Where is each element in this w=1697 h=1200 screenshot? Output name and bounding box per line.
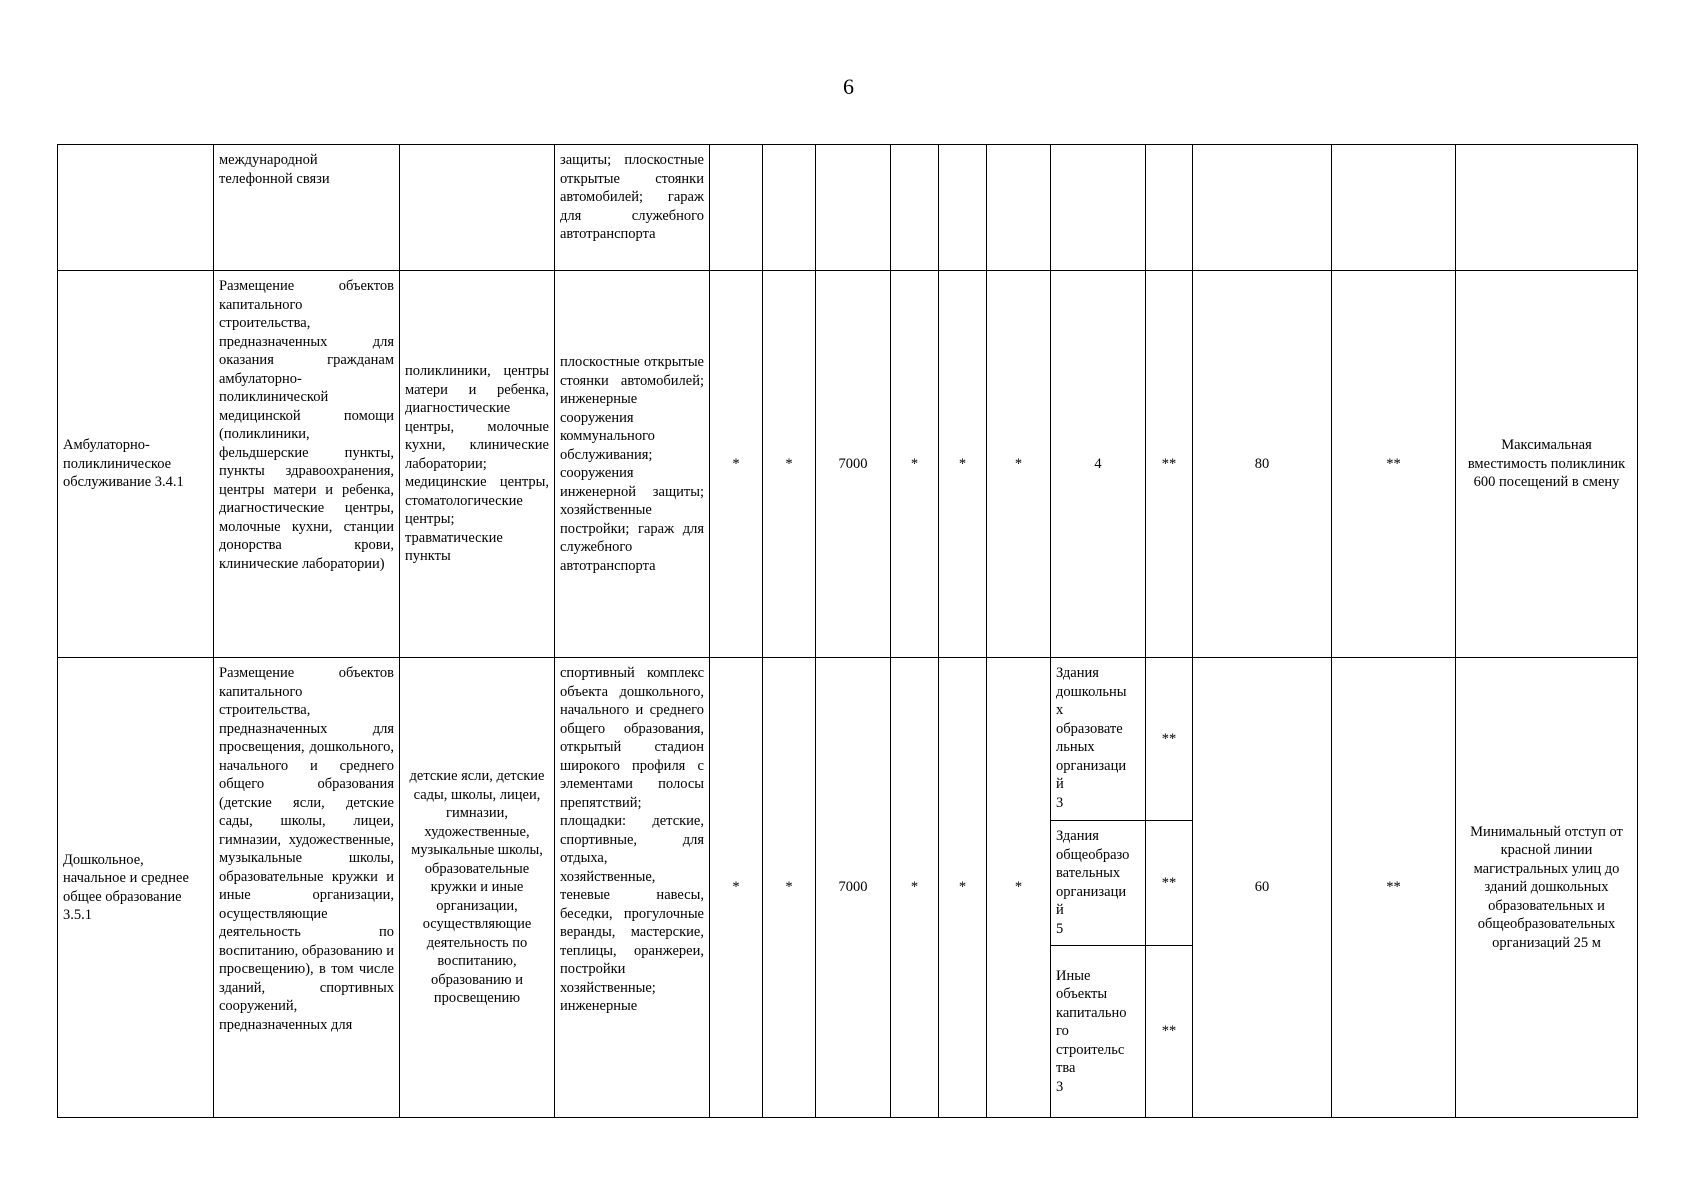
param-cell: 7000 [816,658,891,1118]
regulations-table [57,144,1638,1118]
floors-label-preschool: Здания дошкольны х образовате льных организаци й 3 [1051,658,1146,821]
param-cell [1332,145,1456,271]
param-cell: * [891,658,939,1118]
param-cell: ** [1332,658,1456,1118]
floors-value: ** [1146,821,1193,946]
note-cell: Максимальная вместимость поликлиник 600 посещений в смену [1456,271,1638,658]
param-cell: * [763,658,816,1118]
param-cell: * [987,271,1051,658]
land-use-description: Размещение объектов капитального строительства, предназначенных для оказания гражданам амбулаторно-поликлинической медицинской помощи (поликлиники, фельдшерские пункты, пункты здравоохранения, центры матери и ребенка, диагностические центры, молочные кухни, станции донорства крови, клинические лаборатории) [214,271,400,658]
floors-value: ** [1146,658,1193,821]
note-cell [1456,145,1638,271]
param-cell: * [987,658,1051,1118]
land-use-description: международной телефонной связи [214,145,400,271]
param-cell [710,145,763,271]
floors-label-other: Иные объекты капитально го строительс тва 3 [1051,946,1146,1118]
param-cell: 4 [1051,271,1146,658]
note-cell: Минимальный отступ от красной линии магистральных улиц до зданий дошкольных образовательных и общеобразовательных организаций 25 м [1456,658,1638,1118]
param-cell [939,145,987,271]
param-cell [987,145,1051,271]
param-cell [1051,145,1146,271]
land-use-name [58,145,214,271]
param-cell: 80 [1193,271,1332,658]
param-cell: ** [1146,271,1193,658]
param-cell: ** [1332,271,1456,658]
param-cell [816,145,891,271]
main-use-cell: детские ясли, детские сады, школы, лицеи, гимназии, художественные, музыкальные школы, образовательные кружки и иные организации, осуществляющие деятельность по воспитанию, образованию и просвещению [400,658,555,1118]
auxiliary-use-cell: защиты; плоскостные открытые стоянки автомобилей; гараж для служебного автотранспорта [555,145,710,271]
param-cell: * [710,658,763,1118]
floors-label-general: Здания общеобразо вательных организаци й 5 [1051,821,1146,946]
param-cell [763,145,816,271]
param-cell: * [939,658,987,1118]
table-row [58,658,1638,821]
param-cell [891,145,939,271]
param-cell: * [763,271,816,658]
table-row [58,145,1638,271]
param-cell: 60 [1193,658,1332,1118]
page-number: 6 [843,74,854,99]
param-cell [1193,145,1332,271]
main-use-cell: поликлиники, центры матери и ребенка, диагностические центры, молочные кухни, клинические лаборатории; медицинские центры, стоматологические центры; травматические пункты [400,271,555,658]
floors-value: ** [1146,946,1193,1118]
main-use-cell [400,145,555,271]
land-use-description: Размещение объектов капитального строительства, предназначенных для просвещения, дошкольного, начального и среднего общего образования (детские ясли, детские сады, школы, лицеи, гимназии, художественные, музыкальные школы, образовательные кружки и иные организации, осуществляющие деятельность по воспитанию, образованию и просвещению), в том числе зданий, спортивных сооружений, предназначенных для [214,658,400,1118]
table-row [58,271,1638,658]
param-cell: * [939,271,987,658]
land-use-name: Дошкольное, начальное и среднее общее образование 3.5.1 [58,658,214,1118]
param-cell: * [891,271,939,658]
param-cell [1146,145,1193,271]
auxiliary-use-cell: спортивный комплекс объекта дошкольного, начального и среднего общего образования, открытый стадион широкого профиля с элементами полосы препятствий; площадки: детские, спортивные, для отдыха, хозяйственные, теневые навесы, беседки, прогулочные веранды, мастерские, теплицы, оранжереи, постройки хозяйственные; инженерные [555,658,710,1118]
auxiliary-use-cell: плоскостные открытые стоянки автомобилей; инженерные сооружения коммунального обслуживания; сооружения инженерной защиты; хозяйственные постройки; гараж для служебного автотранспорта [555,271,710,658]
param-cell: 7000 [816,271,891,658]
land-use-name: Амбулаторно-поликлиническое обслуживание 3.4.1 [58,271,214,658]
param-cell: * [710,271,763,658]
